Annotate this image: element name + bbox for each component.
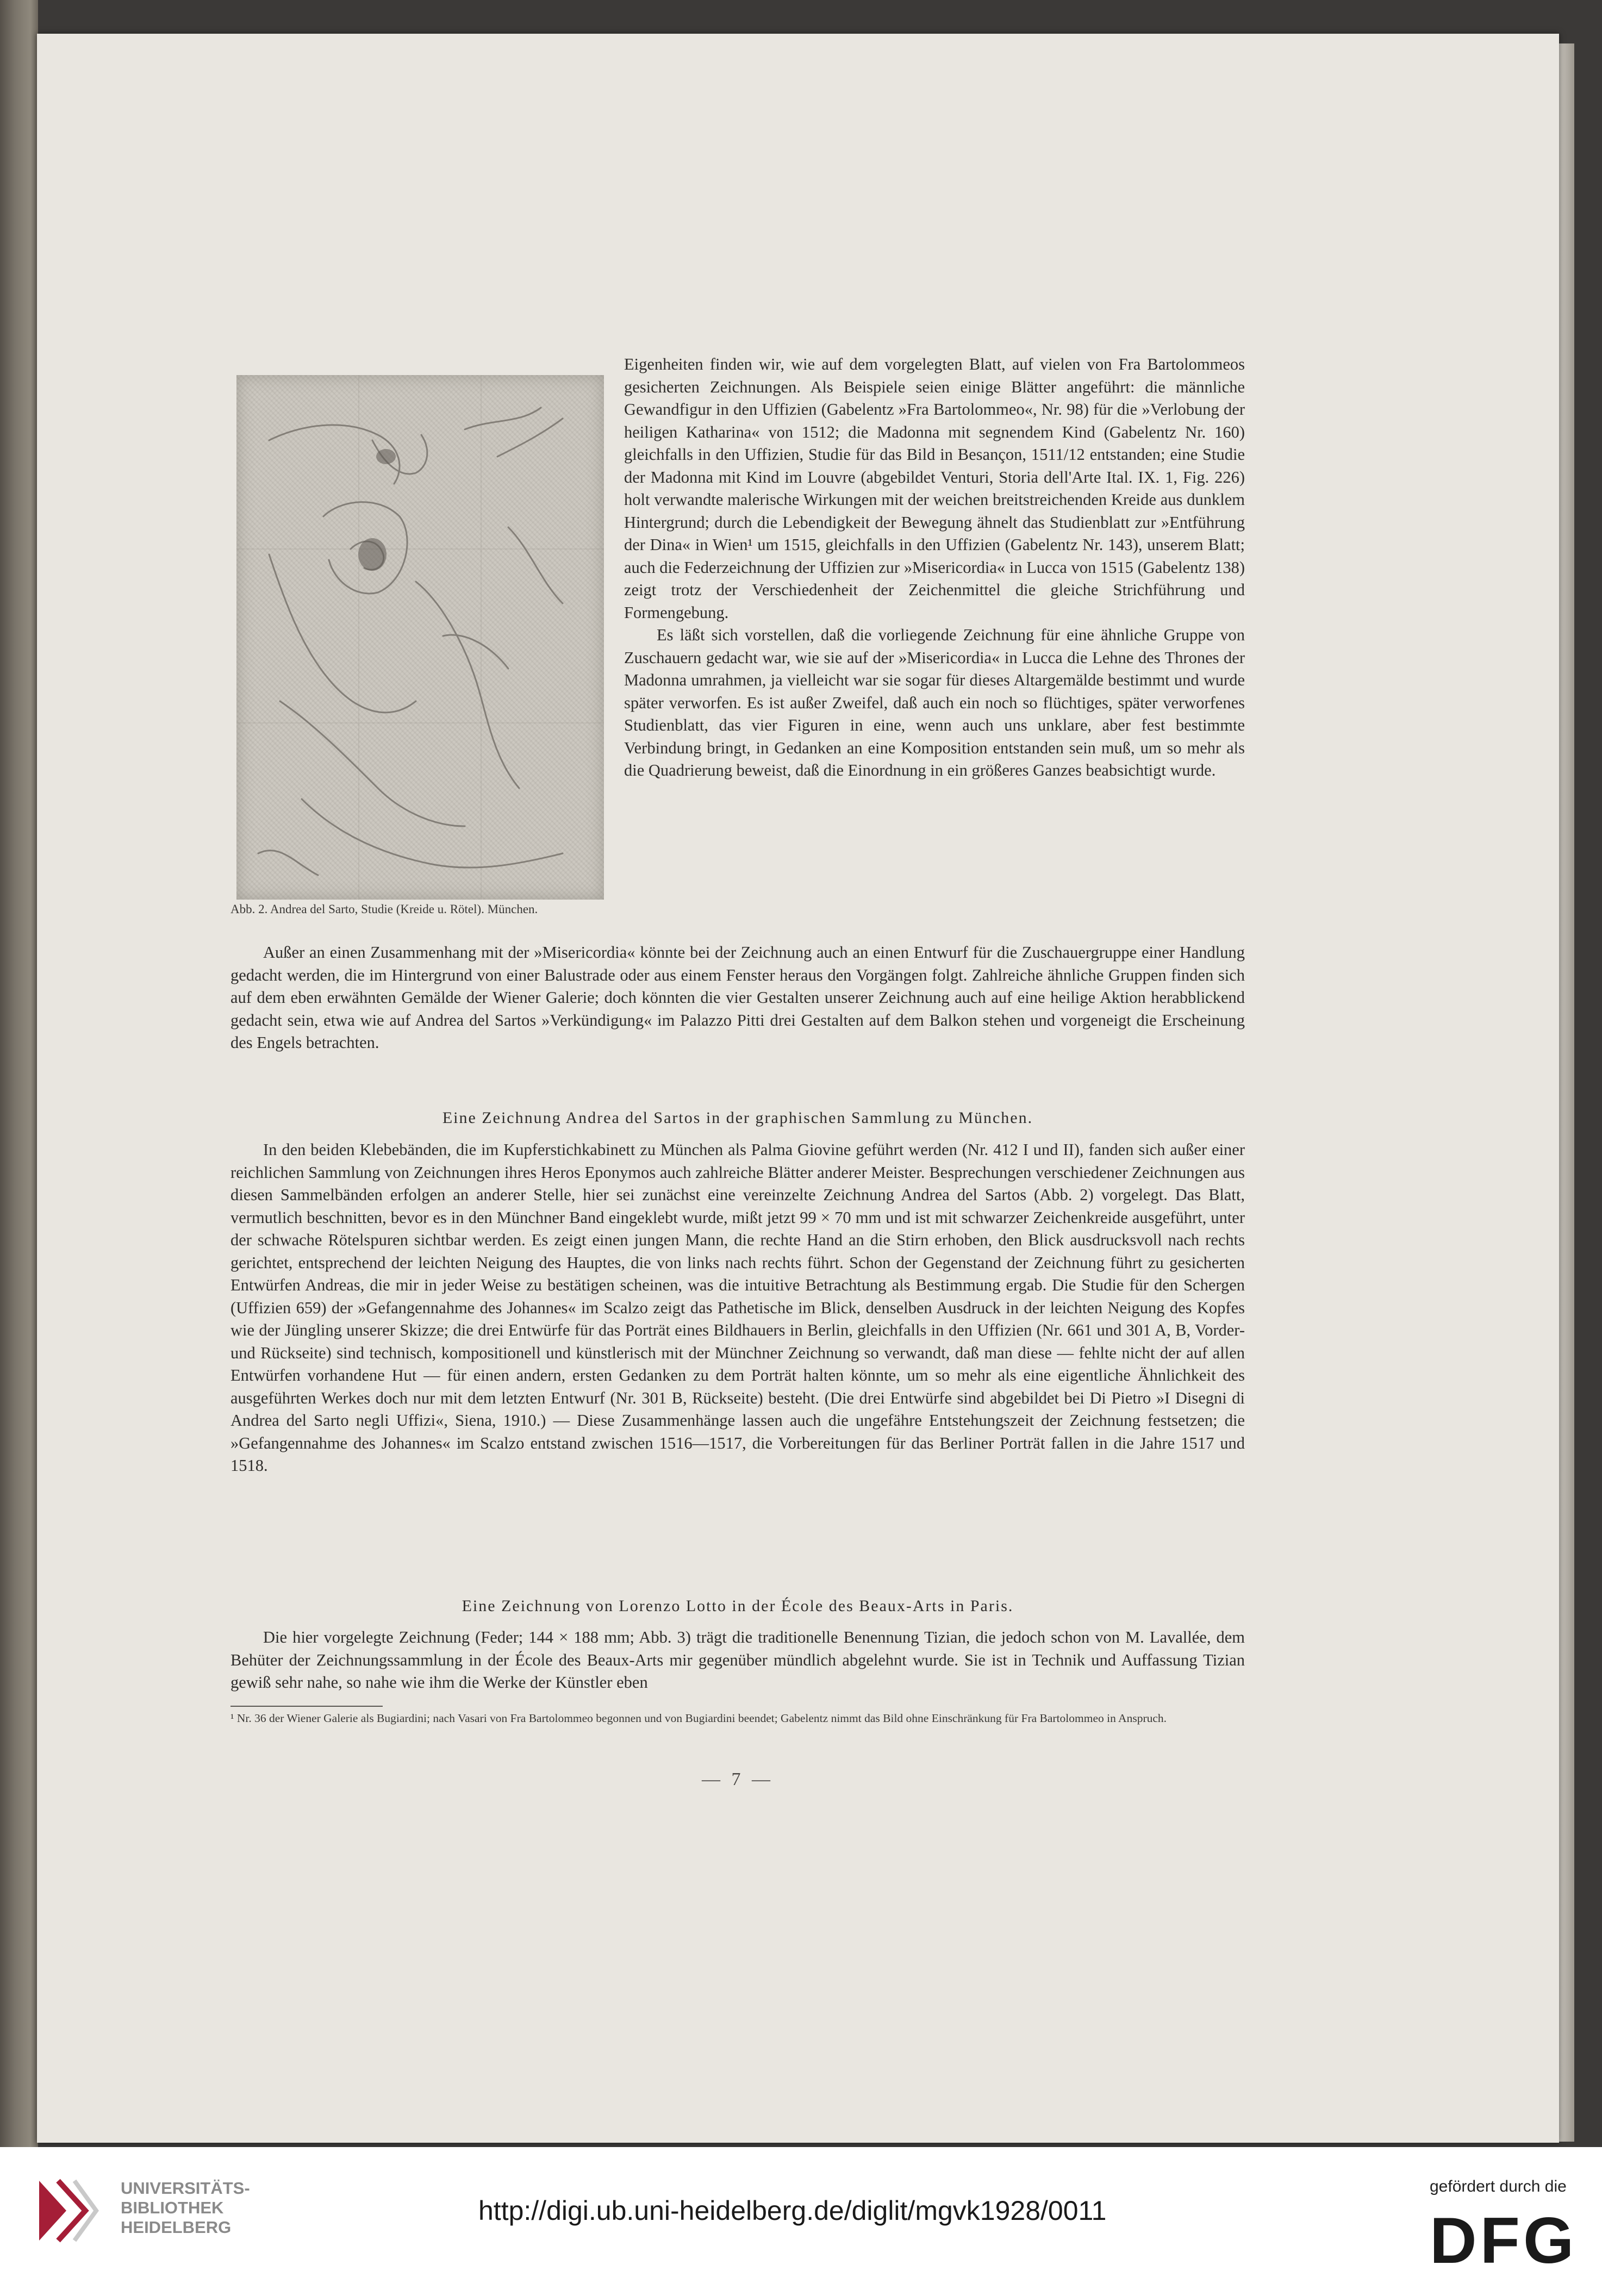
sketch-drawing-image (236, 375, 604, 900)
library-name-line: UNIVERSITÄTS- (121, 2179, 250, 2198)
figure-caption: Abb. 2. Andrea del Sarto, Studie (Kreide u. Rötel). München. (230, 902, 538, 916)
body-text-block (230, 1626, 1245, 1694)
body-text-block (230, 941, 1245, 1055)
library-name-line: BIBLIOTHEK (121, 2198, 224, 2217)
viewer-footer (0, 2147, 1602, 2296)
body-text-block (230, 1139, 1245, 1477)
book-page (37, 34, 1559, 2143)
section-heading: Eine Zeichnung von Lorenzo Lotto in der École des Beaux-Arts in Paris. (462, 1597, 1014, 1615)
footnote: ¹ Nr. 36 der Wiener Galerie als Bugiardini; nach Vasari von Fra Bartolommeo begonnen und von Bugiardini beendet; Gabelentz nimmt das Bild ohne Einschränkung für Fra Bartolommeo in Anspruch. (230, 1712, 1167, 1725)
dfg-logo-icon[interactable]: DFG (1430, 2204, 1578, 2277)
paragraph: Es läßt sich vorstellen, daß die vorliegende Zeichnung für eine ähnliche Gruppe von Zuschauern gedacht war, wie sie auf der »Misericordia« in Lucca die Lehne des Thrones der Madonna umrahmen, ja vielleicht war sie sogar für dieses Altargemälde bestimmt und wurde später verworfen. Es ist außer Zweifel, daß auch ein noch so flüchtiges, später verworfenes Studienblatt, das vier Figuren in eine, wenn auch uns unklare, aber fest bestimmte Verbindung bringt, in Gedanken an eine Komposition entstanden sein muß, um so mehr als die Quadrierung beweist, daß die Einordnung in ein größeres Ganzes beabsichtigt wurde. (624, 626, 1245, 779)
book-spine (0, 0, 38, 2147)
funding-label: gefördert durch die (1430, 2178, 1567, 2195)
section-heading: Eine Zeichnung Andrea del Sartos in der graphischen Sammlung zu München. (442, 1109, 1033, 1127)
paragraph: In den beiden Klebebänden, die im Kupferstichkabinett zu München als Palma Giovine geführt werden (Nr. 412 I und II), fanden sich außer einer reichlichen Sammlung von Zeichnungen ihres Heros Eponymos auch zahlreiche Blätter anderer Meister. Besprechungen verschiedener Zeichnungen aus diesen Sammelbänden erfolgen an anderer Stelle, hier sei zunächst eine vereinzelte Zeichnung Andrea del Sartos (Abb. 2) vorgelegt. Das Blatt, vermutlich beschnitten, bevor es in den Münchner Band eingeklebt wurde, mißt jetzt 99 × 70 mm und ist mit schwarzer Zeichenkreide ausgeführt, unter der schwache Rötelspuren sichtbar werden. Es zeigt einen jungen Mann, die rechte Hand an die Stirn erhoben, den Blick ausdrucksvoll nach rechts gerichtet, entsprechend der leichten Neigung des Hauptes, die von links nach rechts führt. Schon der Gegenstand der Zeichnung führt zu gesicherten Entwürfen Andreas, die mir in jeder Weise zu bestätigen scheinen, was die intuitive Betrachtung als Bestimmung ergab. Die Studie für den Schergen (Uffizien 659) der »Gefangennahme des Johannes« im Scalzo zeigt das Pathetische im Blick, denselben Ausdruck in der leichten Neigung des Kopfes wie der Jüngling unserer Skizze; die drei Entwürfe für das Porträt eines Bildhauers in Berlin, gleichfalls in den Uffizien (Nr. 661 und 301 A, B, Vorder- und Rückseite) sind technisch, kompositionell und künstlerisch mit der Münchner Zeichnung so verwandt, daß man diese — fehlte nicht der auf allen Entwürfen vorhandene Hut — für einen andern, ersten Gedanken zu dem Porträt halten könnte, um so mehr als eine eigentliche Ähnlichkeit des ausgeführten Werkes doch nur mit dem letzten Entwurf (Nr. 301 B, Rückseite) besteht. (Die drei Entwürfe sind abgebildet bei Di Pietro »I Disegni di Andrea del Sarto negli Uffizi«, Siena, 1910.) — Diese Zusammenhänge lassen auch die ungefähre Entstehungszeit der Zeichnung festsetzen; die »Gefangennahme des Johannes« im Scalzo entstand zwischen 1516—1517, die Vorbereitungen für das Berliner Porträt fallen in die Jahre 1517 und 1518. (230, 1140, 1245, 1475)
paragraph: Eigenheiten finden wir, wie auf dem vorgelegten Blatt, auf vielen von Fra Bartolommeos gesicherten Zeichnungen. Als Beispiele seien einige Blätter angeführt: die männliche Gewandfigur in den Uffizien (Gabelentz »Fra Bartolommeo«, Nr. 98) für die »Verlobung der heiligen Katharina« von 1512; die Madonna mit segnendem Kind (Gabelentz Nr. 160) gleichfalls in den Uffizien, Studie für das Bild in Besançon, 1511/12 entstanden; eine Studie der Madonna mit Kind im Louvre (abgebildet Venturi, Storia dell'Arte Ital. IX. 1, Fig. 226) holt verwandte malerische Wirkungen mit der weichen breitstreichenden Kreide aus dunklem Hintergrund; durch die Lebendigkeit der Bewegung ähnelt das Studienblatt zur »Entführung der Dina« in Wien¹ um 1515, gleichfalls in den Uffizien (Gabelentz Nr. 143), unserem Blatt; auch die Federzeichnung der Uffizien zur »Misericordia« in Lucca von 1515 (Gabelentz 138) zeigt trotz der Verschiedenheit der Zeichenmittel die gleiche Strichführung und Formengebung. (624, 355, 1245, 622)
paragraph: Die hier vorgelegte Zeichnung (Feder; 144 × 188 mm; Abb. 3) trägt die traditionelle Benennung Tizian, die jedoch schon von M. Lavallée, dem Behüter der Zeichnungssammlung in der École des Beaux-Arts mir gegenüber mündlich abgelehnt wurde. Sie ist in Technik und Auffassung Tizian gewiß sehr nahe, so nahe wie ihm die Werke der Künstler eben (230, 1628, 1245, 1692)
library-name-line: HEIDELBERG (121, 2218, 232, 2237)
page-number: — 7 — (702, 1769, 774, 1789)
ub-heidelberg-logo-icon[interactable] (34, 2170, 99, 2251)
text-column-beside-figure (624, 353, 1245, 782)
library-name[interactable] (121, 2179, 250, 2237)
paragraph: Außer an einen Zusammenhang mit der »Misericordia« könnte bei der Zeichnung auch an einen Entwurf für die Zuschauergruppe einer Handlung gedacht werden, die im Hintergrund von einer Balustrade oder aus einem Fenster heraus den Vorgängen folgt. Zahlreiche ähnliche Gruppen finden sich auf dem eben erwähnten Gemälde der Wiener Galerie; doch könnten die vier Gestalten unserer Zeichnung auch auf eine heilige Aktion herabblickend gedacht sein, etwa wie auf Andrea del Sartos »Verkündigung« im Palazzo Pitti drei Gestalten auf dem Balkon stehen und vorgeneigt die Erscheinung des Engels betrachten. (230, 943, 1245, 1052)
page-edge (1559, 43, 1574, 2142)
drawing-illustration (236, 375, 604, 900)
permalink-url[interactable]: http://digi.ub.uni-heidelberg.de/diglit/mgvk1928/0011 (478, 2195, 1107, 2226)
footnote-divider (230, 1706, 383, 1707)
